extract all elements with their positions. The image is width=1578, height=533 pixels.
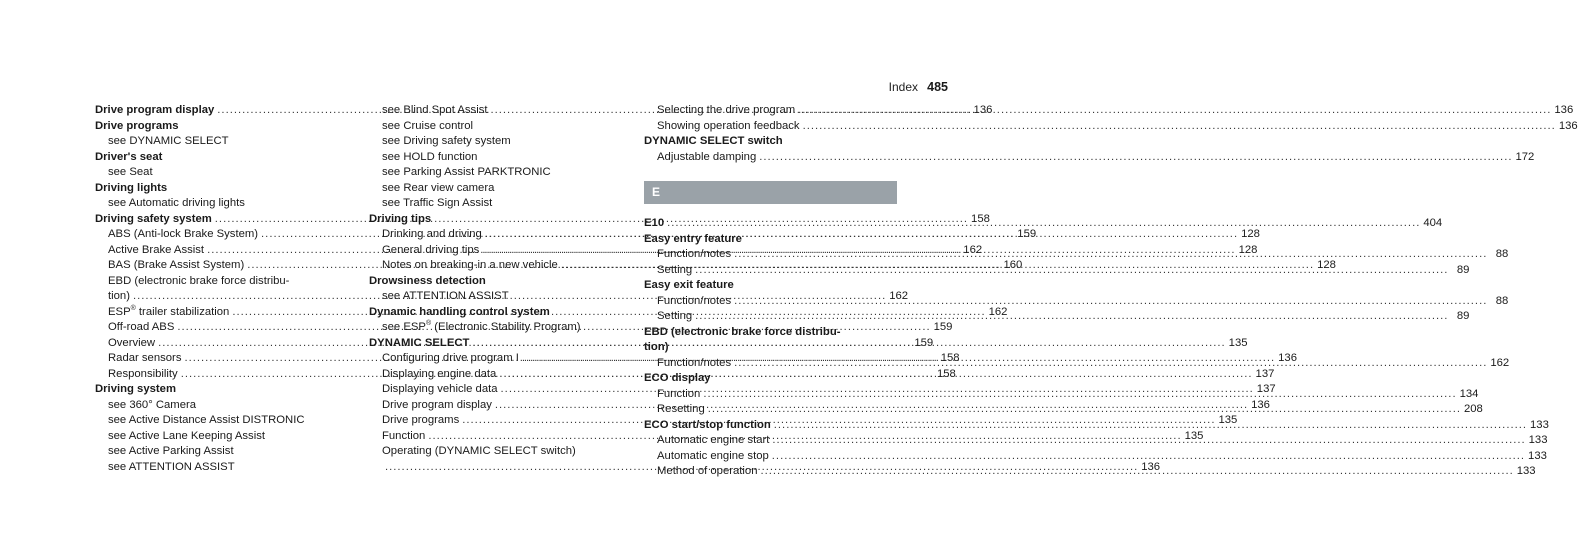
entry-text [382, 165, 551, 181]
section-letter: E [652, 185, 661, 199]
index-subentry [369, 181, 622, 197]
index-subentry [644, 103, 1574, 119]
entry-label: Adjustable damping [657, 150, 757, 163]
page-reference: 160 [1003, 259, 1023, 271]
entry-label: Selecting the drive program [657, 104, 796, 116]
entry-label: Resetting [657, 403, 705, 415]
entry-label: see HOLD function [382, 150, 478, 163]
leader-dots [734, 247, 1487, 263]
index-subentry [369, 289, 622, 305]
entry-text [108, 429, 265, 445]
entry-text [95, 119, 179, 135]
entry-text [108, 460, 235, 476]
entry-label: DYNAMIC SELECT [369, 336, 470, 349]
entry-text [382, 227, 482, 243]
index-heading [644, 340, 897, 356]
page-reference: 137 [1255, 367, 1275, 380]
entry-label: Driving system [95, 383, 176, 395]
entry-label: EBD (electronic brake force distribu- [644, 325, 841, 338]
entry-text [108, 243, 204, 259]
index-subentry [95, 165, 348, 181]
entry-label: see Active Lane Keeping Assist [108, 429, 266, 442]
index-subentry [644, 150, 1535, 166]
entry-label: tion) [644, 341, 669, 353]
entry-label: Dynamic handling control system [369, 305, 550, 318]
entry-text [382, 367, 496, 383]
entry-label: see 360° Camera [108, 398, 197, 411]
page-reference: 89 [1456, 310, 1470, 322]
index-subentry [369, 103, 622, 119]
entry-text [382, 382, 498, 398]
entry-text [382, 398, 492, 414]
page-reference: 133 [1516, 465, 1536, 477]
entry-text [382, 413, 459, 429]
entry-label: E10 [644, 217, 665, 229]
entry-label: see DYNAMIC SELECT [108, 135, 229, 147]
index-heading [369, 305, 622, 321]
index-heading [644, 232, 897, 248]
index-subentry [95, 398, 348, 414]
index-subentry [369, 444, 622, 460]
entry-text [369, 274, 486, 290]
entry-text [108, 274, 289, 290]
index-subentry [369, 119, 622, 135]
entry-label: see Active Parking Assist [108, 445, 234, 457]
entry-label: see Cruise control [382, 119, 474, 132]
entry-label: Function [382, 429, 426, 442]
entry-label: Drive program display [382, 398, 492, 411]
entry-label: Off-road ABS [108, 321, 175, 333]
entry-text [108, 444, 234, 460]
index-subentry [369, 196, 622, 212]
index-heading [644, 278, 897, 294]
leader-dots [667, 216, 1420, 232]
leader-dots [803, 119, 1556, 135]
index-subentry [95, 274, 348, 290]
entry-text [657, 119, 800, 135]
entry-text [369, 305, 550, 321]
page-reference: 159 [933, 321, 953, 333]
entry-label: tion) [108, 290, 130, 302]
entry-text [95, 150, 162, 166]
entry-text [108, 165, 153, 181]
page-reference: 135 [1218, 414, 1238, 426]
entry-text [95, 103, 214, 119]
entry-label: Automatic engine stop [657, 449, 769, 462]
leader-dots [772, 449, 1525, 465]
page-reference: 136 [1558, 119, 1578, 132]
entry-label: General driving tips [382, 243, 480, 256]
index-subentry [644, 449, 1547, 465]
page-reference: 136 [973, 104, 993, 116]
entry-label: Drive program display [95, 104, 215, 116]
entry-label: see ATTENTION ASSIST [382, 290, 509, 302]
index-heading [95, 181, 348, 197]
entry-label: Driving lights [95, 181, 168, 194]
entry-text [657, 464, 758, 480]
page-reference: 158 [940, 352, 960, 364]
entry-text [108, 336, 155, 352]
entry-label: Active Brake Assist [108, 243, 205, 256]
entry-text [382, 289, 509, 305]
index-subentry [644, 119, 1578, 135]
entry-text [369, 336, 469, 352]
entry-text [382, 150, 477, 166]
header-label: Index [888, 80, 918, 94]
entry-label: Setting [657, 263, 693, 276]
entry-text [108, 413, 305, 429]
page-reference: 136 [1251, 398, 1270, 411]
entry-label: Driver's seat [95, 150, 163, 163]
entry-label: Method of operation [657, 465, 758, 477]
index-heading [95, 382, 348, 398]
entry-text [382, 134, 511, 150]
entry-text [108, 351, 181, 367]
entry-text [657, 247, 731, 263]
entry-label: Easy entry feature [644, 232, 742, 245]
index-heading [369, 212, 622, 228]
entry-text [644, 371, 711, 387]
entry-label: Automatic engine start [657, 434, 770, 446]
index-heading [369, 274, 622, 290]
entry-label: Radar sensors [108, 352, 182, 364]
index-subentry [95, 429, 348, 445]
entry-label: Overview [108, 336, 156, 349]
entry-text [644, 278, 734, 294]
entry-text [108, 289, 130, 305]
entry-label: Drowsiness detection [369, 274, 486, 287]
leader-dots [734, 356, 1487, 372]
entry-text [644, 340, 668, 356]
index-subentry [369, 134, 622, 150]
entry-text [382, 103, 488, 119]
index-subentry [369, 165, 622, 181]
page-reference: 133 [1530, 418, 1549, 431]
leader-dots [774, 418, 1527, 434]
entry-label: ECO display [644, 372, 711, 384]
index-subentry [369, 150, 622, 166]
entry-text [657, 103, 795, 119]
entry-label: Function/notes [657, 294, 732, 307]
page-reference: 128 [1238, 243, 1258, 256]
index-subentry [95, 196, 348, 212]
leader-dots [772, 433, 1525, 449]
entry-label: Function [657, 387, 701, 400]
index-subentry [95, 413, 348, 429]
entry-label: DYNAMIC SELECT switch [644, 135, 783, 147]
entry-label: Showing operation feedback [657, 119, 800, 132]
entry-label: Setting [657, 310, 693, 322]
index-heading [95, 150, 348, 166]
leader-dots [695, 309, 1448, 325]
page-reference: 134 [1459, 387, 1479, 400]
entry-text [369, 212, 431, 228]
page-reference: 136 [1141, 460, 1161, 473]
page-header [820, 80, 948, 97]
section-letter-bar [644, 181, 897, 204]
entry-text [382, 119, 473, 135]
entry-text [95, 181, 167, 197]
entry-label: Easy exit feature [644, 279, 734, 291]
page-number: 485 [927, 80, 948, 94]
entry-label: ECO start/stop function [644, 418, 771, 431]
entry-text [657, 387, 700, 403]
index-subentry [95, 460, 348, 476]
page-reference: 89 [1456, 263, 1470, 276]
entry-label-cont: (Electronic Stability Program) [431, 321, 581, 333]
entry-label: see Parking Assist PARKTRONIC [382, 166, 551, 178]
entry-label: see Active Distance Assist DISTRONIC [108, 414, 305, 426]
entry-label: Operating (DYNAMIC SELECT switch) [382, 445, 576, 457]
index-heading [644, 371, 897, 387]
entry-text [108, 258, 244, 274]
page-reference: 404 [1423, 217, 1443, 229]
page-reference: 88 [1495, 248, 1509, 260]
entry-text [644, 232, 742, 248]
entry-label: Drive programs [382, 414, 460, 426]
entry-text [382, 181, 494, 197]
entry-text [108, 134, 229, 150]
entry-label: Drinking and driving [382, 228, 482, 240]
entry-label-cont: trailer stabilization [135, 305, 230, 318]
page-reference: 135 [1228, 336, 1248, 349]
page-reference: 158 [936, 367, 956, 380]
index-subentry [95, 444, 348, 460]
page-reference: 128 [1241, 228, 1260, 240]
entry-label: EBD (electronic brake force distribu- [108, 274, 290, 287]
entry-label: Function/notes [657, 248, 732, 260]
entry-text [382, 243, 479, 259]
entry-label: Drive programs [95, 119, 179, 132]
leader-dots [708, 402, 1461, 418]
entry-text [644, 325, 841, 341]
page-reference: 159 [1017, 228, 1037, 240]
page-reference: 162 [1490, 356, 1510, 369]
entry-text [657, 402, 705, 418]
entry-label: see Driving safety system [382, 135, 511, 147]
entry-label: see Traffic Sign Assist [382, 197, 493, 209]
entry-text [382, 320, 581, 336]
leader-dots [703, 387, 1456, 403]
page-reference: 88 [1495, 294, 1509, 307]
entry-text [657, 294, 731, 310]
entry-label: see ATTENTION ASSIST [108, 460, 235, 473]
entry-text [108, 196, 245, 212]
page-reference: 162 [889, 290, 909, 302]
entry-label: see Automatic driving lights [108, 197, 245, 209]
entry-text [644, 418, 771, 434]
entry-label: Configuring drive program I [382, 352, 519, 364]
index-column-3-top [644, 103, 1578, 165]
entry-text [382, 258, 558, 274]
leader-dots [759, 150, 1512, 166]
entry-label: ABS (Anti-lock Brake System) [108, 228, 259, 240]
page-reference: 136 [1278, 352, 1297, 364]
entry-label: Function/notes [657, 356, 732, 369]
page-reference: 137 [1256, 383, 1276, 395]
entry-text [108, 305, 229, 321]
entry-label: see Blind Spot Assist [382, 104, 488, 116]
entry-label: Driving safety system [95, 212, 212, 225]
index-heading [95, 119, 348, 135]
page-reference: 208 [1463, 403, 1483, 415]
entry-text [657, 263, 692, 279]
entry-text [644, 216, 664, 232]
entry-text [382, 351, 519, 367]
registered-mark: ® [425, 320, 432, 328]
entry-label: see ESP [382, 321, 426, 333]
entry-label: ESP [108, 305, 131, 318]
entry-label: Displaying vehicle data [382, 383, 498, 395]
entry-text [108, 398, 196, 414]
entry-label: Responsibility [108, 367, 178, 380]
leader-dots [695, 263, 1448, 279]
entry-text [382, 429, 425, 445]
index-subentry [369, 320, 622, 336]
entry-text [95, 382, 176, 398]
index-heading [644, 325, 897, 341]
page-reference: 133 [1528, 434, 1548, 446]
entry-text [95, 212, 212, 228]
index-subentry [95, 134, 348, 150]
page-reference: 162 [988, 305, 1008, 318]
entry-text [108, 227, 258, 243]
entry-label: Displaying engine data [382, 367, 497, 380]
index-heading [644, 134, 897, 150]
entry-text [657, 309, 692, 325]
entry-label: Driving tips [369, 212, 432, 225]
entry-text [657, 150, 756, 166]
page-reference: 135 [1184, 429, 1204, 442]
entry-text [382, 196, 492, 212]
page-reference: 162 [963, 243, 983, 256]
entry-text [108, 367, 178, 383]
entry-text [657, 449, 769, 465]
page-reference: 172 [1515, 150, 1535, 163]
entry-text [644, 134, 783, 150]
page-reference: 159 [914, 336, 934, 349]
entry-text [657, 433, 769, 449]
entry-label: see Seat [108, 166, 153, 178]
leader-dots [798, 103, 1551, 119]
leader-dots [761, 464, 1514, 480]
entry-text [382, 444, 576, 460]
entry-text [657, 356, 731, 372]
leader-dots [734, 294, 1487, 310]
entry-label: see Rear view camera [382, 181, 495, 194]
entry-label: Notes on breaking-in a new vehicle [382, 259, 558, 271]
page-reference: 158 [971, 212, 990, 225]
registered-mark: ® [130, 304, 136, 312]
entry-text [108, 320, 174, 336]
page-reference: 133 [1528, 449, 1547, 462]
entry-label: BAS (Brake Assist System) [108, 259, 245, 271]
page-reference: 136 [1554, 104, 1574, 116]
page-reference: 128 [1317, 259, 1336, 271]
